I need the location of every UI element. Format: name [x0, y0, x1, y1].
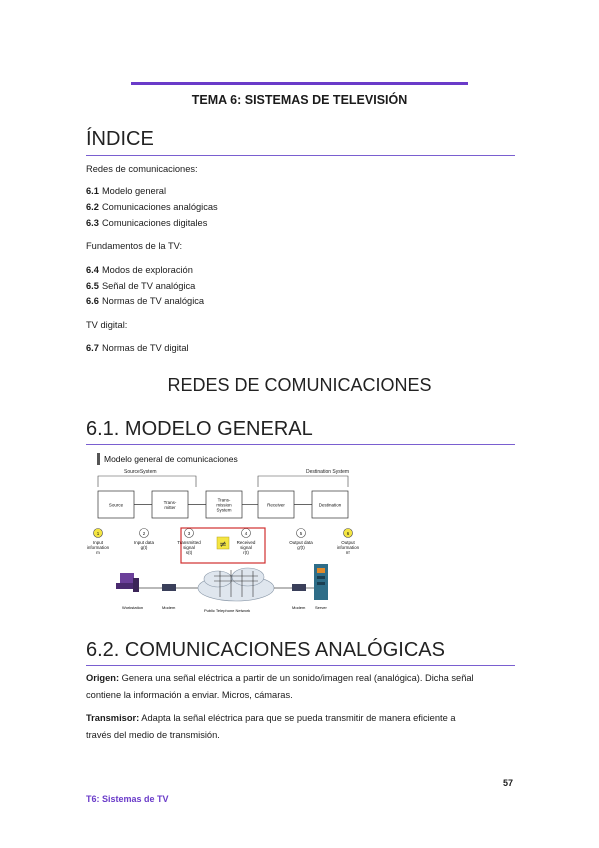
toc-item-6-2[interactable]: 6.2 Comunicaciones analógicas [86, 202, 218, 212]
diagram-box-1 [98, 491, 134, 518]
chapter-title: TEMA 6: SISTEMAS DE TELEVISIÓN [191, 93, 408, 107]
modem-left-icon [162, 584, 176, 591]
signal-point-number: 6 [346, 531, 350, 536]
signal-point-label: Input [92, 540, 104, 545]
signal-point-label: m' [345, 550, 351, 555]
section-6-1-title: 6.1. MODELO GENERAL [86, 418, 313, 440]
diagram-box-label: System [216, 507, 232, 513]
destination-system-label: Destination System [306, 469, 350, 475]
signal-point-5 [289, 529, 313, 551]
signal-point-label: Output [341, 540, 355, 545]
toc-item-6-7[interactable]: 6.7 Normas de TV digital [86, 343, 189, 353]
diagram-box-label: mitter [164, 505, 176, 510]
signal-point-label: Transmitted [177, 540, 201, 545]
not-equal-symbol: ≠ [219, 540, 227, 550]
signal-point-number: 1 [96, 531, 100, 536]
signal-point-4 [237, 529, 256, 556]
toc-group-label: TV digital: [86, 320, 128, 330]
section-6-1-rule [86, 444, 515, 445]
toc-item-6-3[interactable]: 6.3 Comunicaciones digitales [86, 218, 208, 228]
workstation-label: Workstation [122, 605, 144, 610]
signal-point-number: 3 [187, 531, 191, 536]
network-label: Public Telephone Network [204, 608, 251, 613]
signal-point-label: g'(t) [297, 545, 305, 550]
signal-point-label: signal [240, 545, 252, 550]
workstation-icon [116, 573, 139, 592]
signal-point-label: Input data [133, 540, 155, 545]
signal-point-number: 4 [244, 531, 248, 536]
diagram-box-4 [258, 491, 294, 518]
footer-label: T6: Sistemas de TV [86, 794, 169, 804]
header-rule [131, 82, 468, 85]
diagram-title: Modelo general de comunicaciones [104, 454, 238, 464]
toc-item-6-5[interactable]: 6.5 Señal de TV analógica [86, 281, 196, 291]
modem-right-label: Modem [292, 605, 306, 610]
index-title: ÍNDICE [86, 128, 154, 150]
modem-right-icon [292, 584, 306, 591]
signal-point-label: s(t) [185, 550, 193, 555]
signal-point-6 [337, 529, 360, 556]
signal-point-label: information [336, 545, 360, 550]
diagram-box-3 [206, 491, 242, 518]
signal-point-label: information [86, 545, 110, 550]
section-heading: REDES DE COMUNICACIONES [167, 375, 432, 395]
diagram-box-label: Receiver [267, 502, 285, 508]
signal-point-label: r(t) [243, 550, 249, 555]
toc-item-6-1[interactable]: 6.1 Modelo general [86, 186, 167, 196]
paragraph-origen: Origen: Genera una señal eléctrica a partir de un sonido/imagen real (analógica). Dicha señal contiene la información a enviar. Micros, cámaras. [86, 673, 474, 700]
diagram-box-2 [152, 491, 188, 518]
modem-left-label: Modem [162, 605, 176, 610]
signal-point-label: Output data [289, 540, 313, 545]
toc-group-label: Redes de comunicaciones: [86, 164, 198, 174]
signal-point-2 [134, 529, 155, 551]
server-icon [314, 564, 328, 600]
signal-point-number: 2 [142, 531, 146, 536]
section-6-2-title: 6.2. COMUNICACIONES ANALÓGICAS [86, 639, 445, 661]
diagram-box-label: Destination [318, 502, 342, 508]
communication-model-diagram [86, 451, 363, 621]
diagram-box-label: mission [216, 502, 232, 508]
signal-point-1 [87, 529, 110, 556]
section-6-2-rule [86, 665, 515, 666]
diagram-box-label: Trans- [217, 497, 231, 503]
server-label: Server [315, 605, 327, 610]
toc-group-label: Fundamentos de la TV: [86, 241, 183, 251]
source-system-label: SourceSystem [124, 469, 157, 475]
network-cloud-icon [198, 568, 274, 601]
toc-item-6-6[interactable]: 6.6 Normas de TV analógica [86, 296, 205, 306]
signal-point-label: m [96, 550, 100, 555]
paragraph-transmisor: Transmisor: Adapta la señal eléctrica para que se pueda transmitir de manera eficiente a través del medio de transmisión. [86, 713, 456, 740]
diagram-box-5 [312, 491, 348, 518]
page-number: 57 [503, 778, 514, 788]
index-title-rule [86, 155, 515, 156]
toc-item-6-4[interactable]: 6.4 Modos de exploración [86, 265, 193, 275]
signal-point-label: signal [183, 545, 195, 550]
signal-point-label: g(t) [140, 545, 148, 550]
diagram-box-label: Trans- [163, 500, 177, 505]
signal-point-number: 5 [299, 531, 303, 536]
signal-point-label: Received [236, 540, 256, 545]
diagram-title-bar-icon [97, 453, 100, 465]
diagram-box-label: Source [108, 502, 124, 508]
